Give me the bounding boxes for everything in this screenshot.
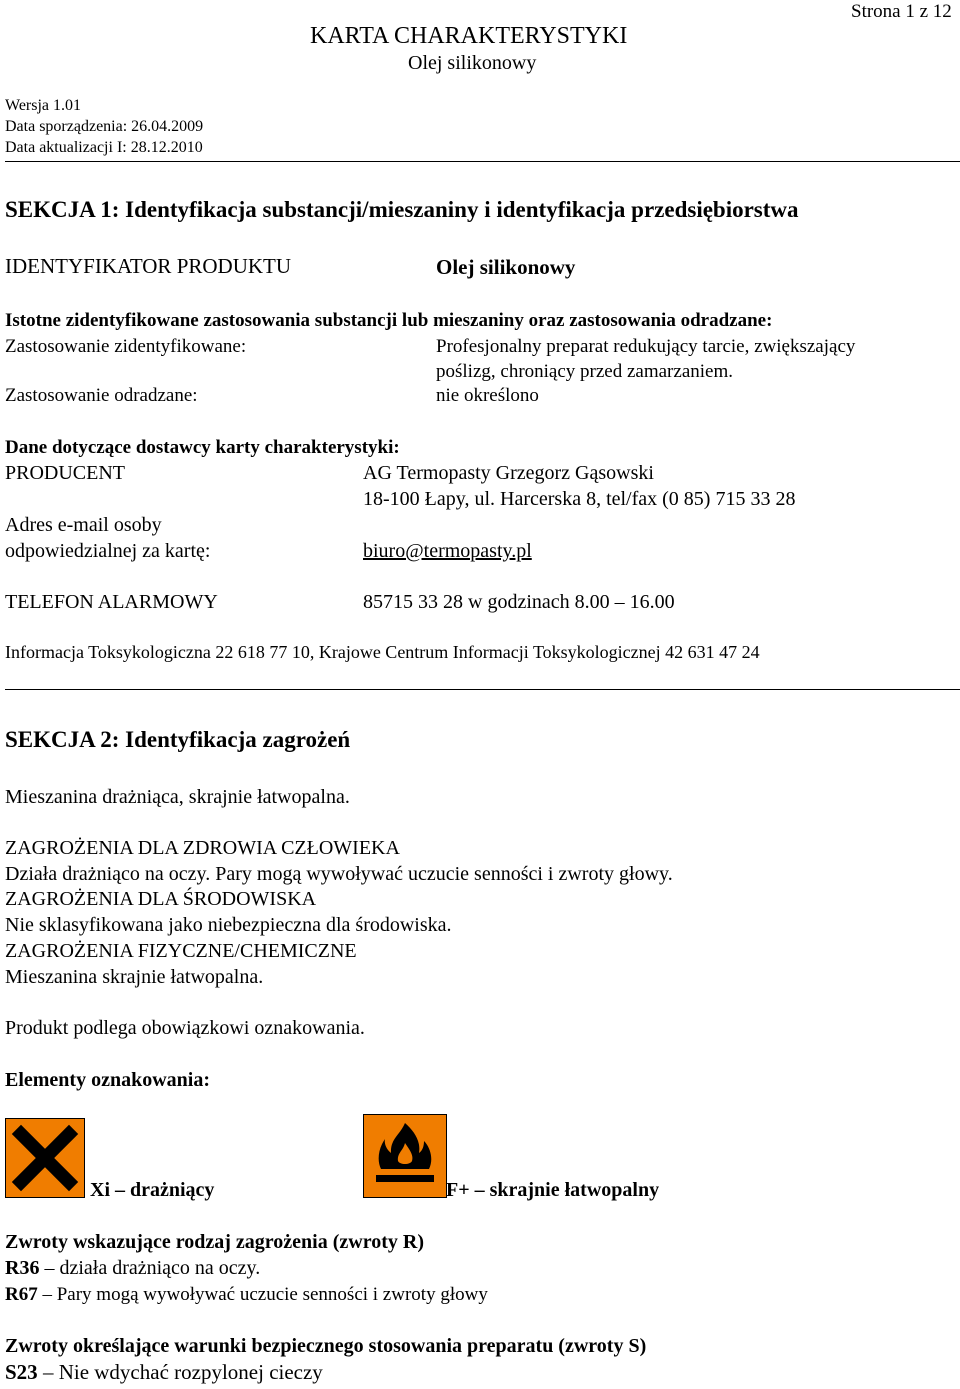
advised-against-label: Zastosowanie odradzane:: [5, 385, 198, 406]
section1-title: SEKCJA 1: Identyfikacja substancji/mieszaniny i identyfikacja przedsiębiorstwa: [5, 197, 799, 222]
producer-name: AG Termopasty Grzegorz Gąsowski: [363, 462, 654, 484]
f-plus-flame-icon: [363, 1114, 447, 1198]
email-label-line1: Adres e-mail osoby: [5, 514, 162, 536]
environment-hazards-heading: ZAGROŻENIA DLA ŚRODOWISKA: [5, 888, 317, 910]
s-phrases-heading: Zwroty określające warunki bezpiecznego stosowania preparatu (zwroty S): [5, 1335, 647, 1357]
updated-date: Data aktualizacji I: 28.12.2010: [5, 139, 203, 156]
product-identifier-label: IDENTYFIKATOR PRODUKTU: [5, 254, 292, 278]
f-plus-label: F+ – skrajnie łatwopalny: [446, 1179, 660, 1201]
uses-heading: Istotne zidentyfikowane zastosowania substancji lub mieszaniny oraz zastosowania odradzane:: [5, 310, 773, 331]
s-phrase-text: – Nie wdychać rozpylonej cieczy: [37, 1360, 323, 1384]
environment-hazards-text: Nie sklasyfikowana jako niebezpieczna dla środowiska.: [5, 914, 452, 936]
r-phrase-r36: [5, 1258, 260, 1278]
document-title: KARTA CHARAKTERYSTYKI: [310, 23, 628, 49]
supplier-heading: Dane dotyczące dostawcy karty charakterystyki:: [5, 437, 400, 458]
identified-use-line2: poślizg, chroniący przed zamarzaniem.: [436, 361, 733, 382]
r-phrase-r67: [5, 1285, 488, 1304]
health-hazards-heading: ZAGROŻENIA DLA ZDROWIA CZŁOWIEKA: [5, 837, 400, 859]
page-counter: [851, 2, 952, 21]
s-phrase-code: S23: [5, 1360, 38, 1384]
xi-label: Xi – drażniący: [90, 1179, 215, 1201]
r-phrase-text: – działa drażniąco na oczy.: [39, 1257, 261, 1279]
physical-hazards-heading: ZAGROŻENIA FIZYCZNE/CHEMICZNE: [5, 940, 357, 962]
version-line: Wersja 1.01: [5, 97, 82, 114]
xi-irritant-cross-icon: [5, 1118, 85, 1198]
product-subtitle: Olej silikonowy: [408, 52, 537, 74]
alarm-phone-value: 85715 33 28 w godzinach 8.00 – 16.00: [363, 591, 675, 613]
label-elements-heading: Elementy oznakowania:: [5, 1069, 210, 1091]
product-identifier-value: Olej silikonowy: [436, 255, 576, 279]
email-link[interactable]: biuro@termopasty.pl: [363, 540, 532, 562]
labelling-note: Produkt podlega obowiązkowi oznakowania.: [5, 1017, 365, 1039]
producer-label: PRODUCENT: [5, 462, 126, 484]
page-current: 1: [905, 1, 915, 22]
alarm-phone-label: TELEFON ALARMOWY: [5, 591, 218, 613]
section1-divider: [5, 689, 960, 690]
identified-use-line1: Profesjonalny preparat redukujący tarcie, zwiększający: [436, 336, 856, 357]
r-phrases-heading: Zwroty wskazujące rodzaj zagrożenia (zwroty R): [5, 1231, 424, 1253]
section2-title: SEKCJA 2: Identyfikacja zagrożeń: [5, 727, 351, 752]
r-phrase-code: R67: [5, 1284, 38, 1305]
r-phrase-code: R36: [5, 1257, 40, 1279]
page-of: z: [919, 1, 929, 22]
toxicology-info: Informacja Toksykologiczna 22 618 77 10, Krajowe Centrum Informacji Toksykologicznej 42 631 47 24: [5, 642, 760, 662]
email-label-line2: odpowiedzialnej za kartę:: [5, 540, 211, 562]
s-phrase-s23: [5, 1362, 323, 1383]
header-divider: [5, 161, 960, 162]
page-total: 12: [932, 1, 952, 22]
hazard-summary: Mieszanina drażniąca, skrajnie łatwopalna.: [5, 786, 350, 808]
created-date: Data sporządzenia: 26.04.2009: [5, 118, 204, 135]
advised-against-value: nie określono: [436, 385, 539, 406]
producer-address: 18-100 Łapy, ul. Harcerska 8, tel/fax (0 85) 715 33 28: [363, 488, 796, 510]
r-phrase-text: – Pary mogą wywoływać uczucie senności i zwroty głowy: [37, 1284, 488, 1305]
health-hazards-text: Działa drażniąco na oczy. Pary mogą wywoływać uczucie senności i zwroty głowy.: [5, 863, 673, 885]
identified-use-label: Zastosowanie zidentyfikowane:: [5, 336, 247, 357]
page-prefix: Strona: [851, 1, 901, 22]
physical-hazards-text: Mieszanina skrajnie łatwopalna.: [5, 966, 264, 988]
